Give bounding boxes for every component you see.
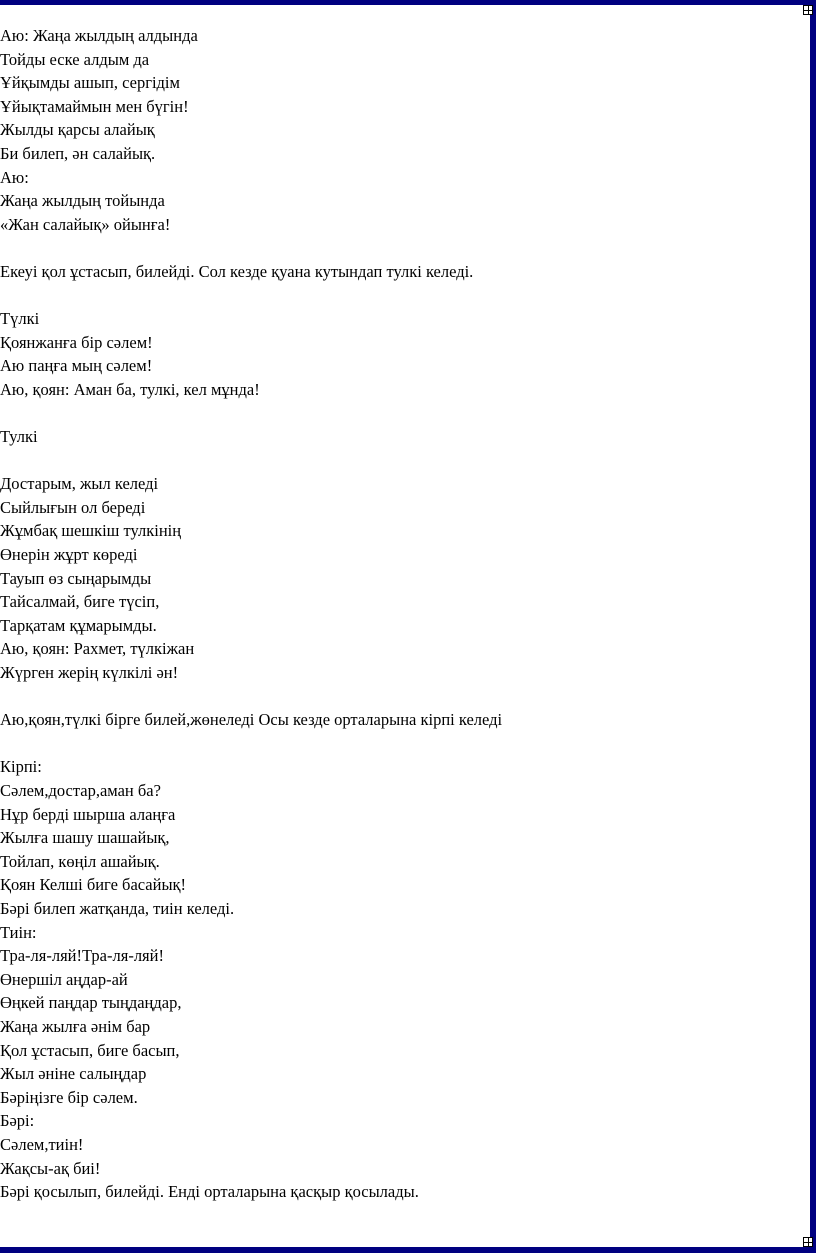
text-line: Тарқатам құмарымды. [0,615,157,635]
text-line: Аю: [0,167,29,187]
document-body [0,24,800,1204]
text-line: Бәрі билеп жатқанда, тиін келеді. [0,898,235,918]
text-line: Тиін: [0,922,37,942]
text-line: Қол ұстасып, биге басып, [0,1040,180,1060]
text-line: Би билеп, ән салайық. [0,143,156,163]
text-line: Екеуі қол ұстасып, билейді. Сол кезде қуана кутындап тулкі келеді. [0,261,474,281]
text-line: Тайсалмай, биге түсіп, [0,592,160,612]
text-line: Жылды қарсы алайық [0,120,155,140]
table-resize-handle-icon[interactable] [803,1237,813,1247]
text-line: Өнерін жұрт көреді [0,545,138,565]
text-line: Жақсы-ақ биі! [0,1158,101,1178]
blank-line [0,402,800,426]
text-line: Достарым, жыл келеді [0,474,159,494]
blank-line [0,284,800,308]
text-line: Тойлап, көңіл ашайық. [0,851,160,871]
text-line: Бәріңізге бір сәлем. [0,1087,138,1107]
window-frame-top [0,0,816,5]
text-line: Аю: Жаңа жылдың алдында [0,26,198,45]
blank-line [0,236,800,260]
text-line: Жаңа жылға әнім бар [0,1016,151,1036]
text-line: Тауып өз сыңарымды [0,568,152,588]
text-line: Өнершіл аңдар-ай [0,969,128,989]
text-line: Нұр берді шырша алаңға [0,804,176,824]
text-line: Өңкей паңдар тыңдаңдар, [0,993,182,1013]
blank-line [0,732,800,756]
text-line: Жүрген жерің күлкілі ән! [0,663,179,683]
text-line: Түлкі [0,309,40,329]
text-line: Сәлем,тиін! [0,1134,84,1154]
text-line: Ұйқымды ашып, сергідім [0,73,180,93]
text-line: Жыл әніне салыңдар [0,1064,147,1084]
blank-line [0,685,800,709]
text-line: Ұйықтамаймын мен бүгін! [0,96,189,116]
text-line: «Жан салайық» ойынға! [0,214,171,234]
text-line: Тулкі [0,427,38,447]
text-line: Қоянжанға бір сәлем! [0,332,153,352]
text-line: Жұмбақ шешкіш тулкінің [0,521,182,541]
text-line: Сыйлығын ол береді [0,497,146,517]
text-line: Сәлем,достар,аман ба? [0,781,161,800]
table-move-handle-icon[interactable] [803,5,813,15]
text-line: Аю,қоян,түлкі бірге билей,жөнеледі Осы кезде орталарына кірпі келеді [0,710,503,730]
text-line: Аю паңға мың сәлем! [0,356,153,376]
text-line: Бәрі: [0,1111,35,1131]
text-line: Аю, қоян: Рахмет, түлкіжан [0,639,195,659]
text-line: Аю, қоян: Аман ба, тулкі, кел мұнда! [0,379,260,399]
window-frame-right [810,0,816,1253]
text-line: Бәрі қосылып, билейді. Енді орталарына қасқыр қосылады. [0,1182,419,1202]
blank-line [0,449,800,473]
text-line: Тойды еске алдым да [0,49,150,69]
text-line: Жаңа жылдың тойында [0,191,165,211]
text-line: Кірпі: [0,757,42,777]
text-line: Қоян Келші биге басайық! [0,875,187,895]
window-frame-bottom [0,1247,816,1253]
text-line: Тра-ля-ляй!Тра-ля-ляй! [0,946,164,966]
text-line: Жылға шашу шашайық, [0,828,170,848]
